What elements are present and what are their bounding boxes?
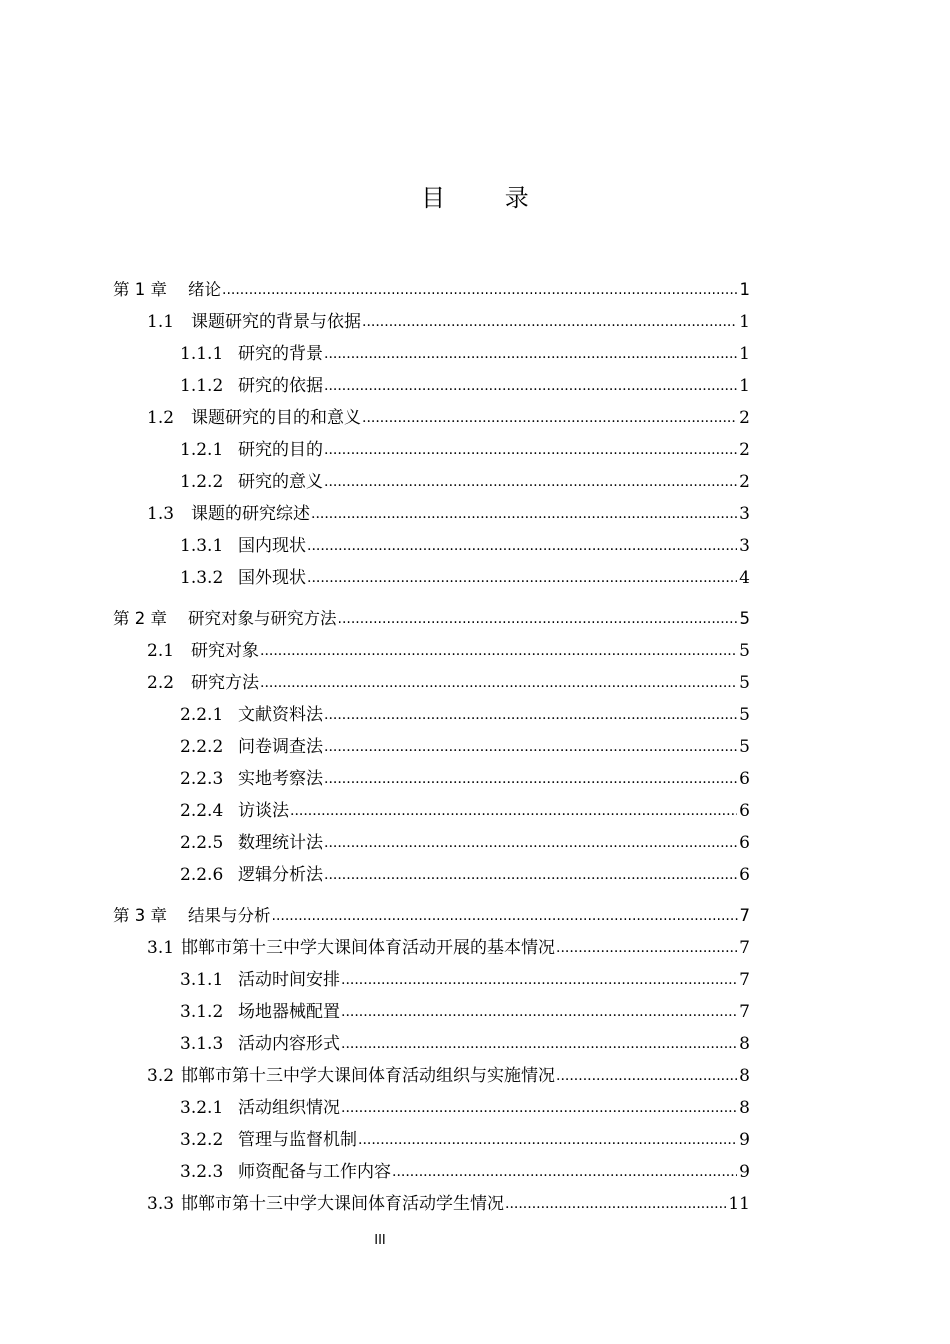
toc-entry-title: 课题的研究综述: [191, 504, 310, 524]
toc-entry[interactable]: [113, 274, 750, 306]
page-title: 目 录: [421, 184, 555, 212]
toc-entry-page: 2: [739, 408, 750, 428]
toc-entry-number: 1.1.1: [180, 344, 224, 364]
toc-entry-page: 1: [739, 344, 750, 364]
dot-leader: [338, 603, 738, 635]
dot-leader: [556, 932, 737, 964]
toc-entry-title: 数理统计法: [238, 833, 323, 853]
toc-entry[interactable]: [180, 763, 750, 795]
toc-entry-title: 逻辑分析法: [238, 865, 323, 885]
toc-entry[interactable]: [180, 530, 750, 562]
toc-entry-page: 9: [739, 1162, 750, 1182]
toc-entry[interactable]: [180, 338, 750, 370]
toc-entry-page: 7: [739, 1002, 750, 1022]
toc-entry-title: 问卷调查法: [238, 737, 323, 757]
toc-entry-number: 3.1.3: [180, 1034, 224, 1054]
dot-leader: [362, 306, 737, 338]
toc-entry-title: 研究对象: [191, 641, 259, 661]
toc-entry[interactable]: [180, 1156, 750, 1188]
toc-entry-title: 访谈法: [238, 801, 289, 821]
toc-entry-title: 邯郸市第十三中学大课间体育活动组织与实施情况: [181, 1066, 555, 1086]
toc-entry-title: 活动时间安排: [238, 970, 340, 990]
toc-entry[interactable]: [180, 859, 750, 891]
toc-entry-title: 实地考察法: [238, 769, 323, 789]
toc-entry-number: 1.3: [147, 504, 175, 524]
toc-entry-title: 课题研究的目的和意义: [191, 408, 361, 428]
toc-entry-page: 1: [739, 376, 750, 396]
toc-entry-page: 5: [739, 705, 750, 725]
toc-entry-title: 研究的意义: [238, 472, 323, 492]
toc-entry-number: 3.3: [147, 1194, 175, 1214]
toc-entry-page: 1: [739, 312, 750, 332]
toc-entry-number: 3.2.2: [180, 1130, 224, 1150]
toc-entry-title: 活动组织情况: [238, 1098, 340, 1118]
toc-entry-title: 研究的目的: [238, 440, 323, 460]
toc-entry-title: 文献资料法: [238, 705, 323, 725]
toc-entry-page: 7: [739, 938, 750, 958]
toc-entry-page: 5: [739, 737, 750, 757]
toc-entry[interactable]: [147, 667, 750, 699]
toc-entry-page: 2: [739, 472, 750, 492]
toc-entry-page: 9: [739, 1130, 750, 1150]
toc-entry-page: 7: [739, 906, 750, 925]
toc-entry[interactable]: [180, 1124, 750, 1156]
dot-leader: [311, 498, 737, 530]
dot-leader: [392, 1156, 737, 1188]
toc-entry[interactable]: [147, 1060, 750, 1092]
toc-entry-page: 8: [739, 1098, 750, 1118]
toc-entry[interactable]: [180, 699, 750, 731]
dot-leader: [272, 900, 738, 932]
toc-entry-title: 国外现状: [238, 568, 306, 588]
toc-entry[interactable]: [180, 731, 750, 763]
toc-entry[interactable]: [180, 370, 750, 402]
toc-entry-number: 第 3 章: [113, 906, 167, 925]
toc-entry-page: 1: [739, 280, 750, 299]
toc-entry-number: 2.2.1: [180, 705, 224, 725]
dot-leader: [341, 964, 737, 996]
page-number: III: [374, 1233, 386, 1248]
dot-leader: [324, 731, 737, 763]
toc-entry[interactable]: [180, 434, 750, 466]
toc-entry-number: 1.1: [147, 312, 175, 332]
toc-entry[interactable]: [180, 1092, 750, 1124]
toc-entry-title: 师资配备与工作内容: [238, 1162, 391, 1182]
toc-entry-page: 3: [739, 504, 750, 524]
toc-entry-number: 2.2.5: [180, 833, 224, 853]
toc-entry-page: 11: [728, 1194, 750, 1214]
dot-leader: [324, 434, 737, 466]
toc-entry-number: 3.1: [147, 938, 175, 958]
toc-entry-page: 5: [739, 673, 750, 693]
dot-leader: [324, 763, 737, 795]
toc-entry-number: 2.2.6: [180, 865, 224, 885]
dot-leader: [324, 699, 737, 731]
toc-entry-page: 6: [739, 865, 750, 885]
toc-entry-page: 8: [739, 1034, 750, 1054]
toc-entry[interactable]: [180, 964, 750, 996]
toc-entry[interactable]: [147, 306, 750, 338]
dot-leader: [260, 667, 737, 699]
dot-leader: [358, 1124, 737, 1156]
toc-entry-page: 3: [739, 536, 750, 556]
dot-leader: [341, 1092, 737, 1124]
dot-leader: [222, 274, 738, 306]
toc-entry-number: 1.2.2: [180, 472, 224, 492]
dot-leader: [324, 466, 737, 498]
toc-entry[interactable]: [147, 402, 750, 434]
dot-leader: [341, 1028, 737, 1060]
toc-entry-number: 2.1: [147, 641, 175, 661]
toc-entry-number: 1.1.2: [180, 376, 224, 396]
toc-entry-page: 8: [739, 1066, 750, 1086]
toc-entry-number: 1.2: [147, 408, 175, 428]
toc-entry[interactable]: [180, 466, 750, 498]
toc-entry[interactable]: [147, 635, 750, 667]
toc-entry[interactable]: [180, 996, 750, 1028]
toc-entry-page: 4: [739, 568, 750, 588]
toc-entry[interactable]: [113, 603, 750, 635]
dot-leader: [556, 1060, 737, 1092]
dot-leader: [324, 827, 737, 859]
toc-entry-number: 3.2.3: [180, 1162, 224, 1182]
toc-entry-page: 2: [739, 440, 750, 460]
toc-entry-title: 国内现状: [238, 536, 306, 556]
toc-entry-title: 研究的背景: [238, 344, 323, 364]
toc-entry-title: 场地器械配置: [238, 1002, 340, 1022]
toc-entry-number: 2.2.4: [180, 801, 224, 821]
toc-entry-number: 3.2: [147, 1066, 175, 1086]
toc-entry-page: 7: [739, 970, 750, 990]
toc-entry-number: 2.2.2: [180, 737, 224, 757]
dot-leader: [341, 996, 737, 1028]
toc-entry-title: 邯郸市第十三中学大课间体育活动开展的基本情况: [181, 938, 555, 958]
dot-leader: [290, 795, 737, 827]
toc-entry-number: 1.3.2: [180, 568, 224, 588]
toc-entry-number: 1.3.1: [180, 536, 224, 556]
toc-entry[interactable]: [113, 900, 750, 932]
toc-entry-page: 6: [739, 769, 750, 789]
toc-entry[interactable]: [147, 932, 750, 964]
dot-leader: [362, 402, 737, 434]
toc-entry-title: 管理与监督机制: [238, 1130, 357, 1150]
dot-leader: [260, 635, 737, 667]
toc-entry-number: 2.2: [147, 673, 175, 693]
toc-entry-number: 3.1.2: [180, 1002, 224, 1022]
toc-entry-page: 5: [739, 641, 750, 661]
dot-leader: [307, 562, 737, 594]
toc-entry-title: 结果与分析: [188, 906, 271, 925]
toc-entry-page: 6: [739, 801, 750, 821]
toc-entry-number: 第 2 章: [113, 609, 167, 628]
toc-entry-page: 5: [739, 609, 750, 628]
toc-entry-number: 第 1 章: [113, 280, 167, 299]
toc-entry-number: 2.2.3: [180, 769, 224, 789]
toc-entry-title: 邯郸市第十三中学大课间体育活动学生情况: [181, 1194, 504, 1214]
toc-entry-number: 3.1.1: [180, 970, 224, 990]
toc-entry-page: 6: [739, 833, 750, 853]
toc-entry-title: 活动内容形式: [238, 1034, 340, 1054]
toc-entry[interactable]: [180, 1028, 750, 1060]
toc-entry-title: 研究对象与研究方法: [188, 609, 337, 628]
toc-entry[interactable]: [180, 827, 750, 859]
toc-entry[interactable]: [180, 795, 750, 827]
dot-leader: [324, 859, 737, 891]
toc-entry[interactable]: [147, 498, 750, 530]
toc-entry-title: 绪论: [188, 280, 221, 299]
toc-entry-title: 研究的依据: [238, 376, 323, 396]
dot-leader: [324, 338, 737, 370]
dot-leader: [505, 1188, 726, 1220]
toc-entry-number: 3.2.1: [180, 1098, 224, 1118]
toc-entry-title: 研究方法: [191, 673, 259, 693]
toc-entry-title: 课题研究的背景与依据: [191, 312, 361, 332]
toc-entry[interactable]: [180, 562, 750, 594]
toc-entry-number: 1.2.1: [180, 440, 224, 460]
dot-leader: [324, 370, 737, 402]
dot-leader: [307, 530, 737, 562]
toc-entry[interactable]: [147, 1188, 750, 1220]
